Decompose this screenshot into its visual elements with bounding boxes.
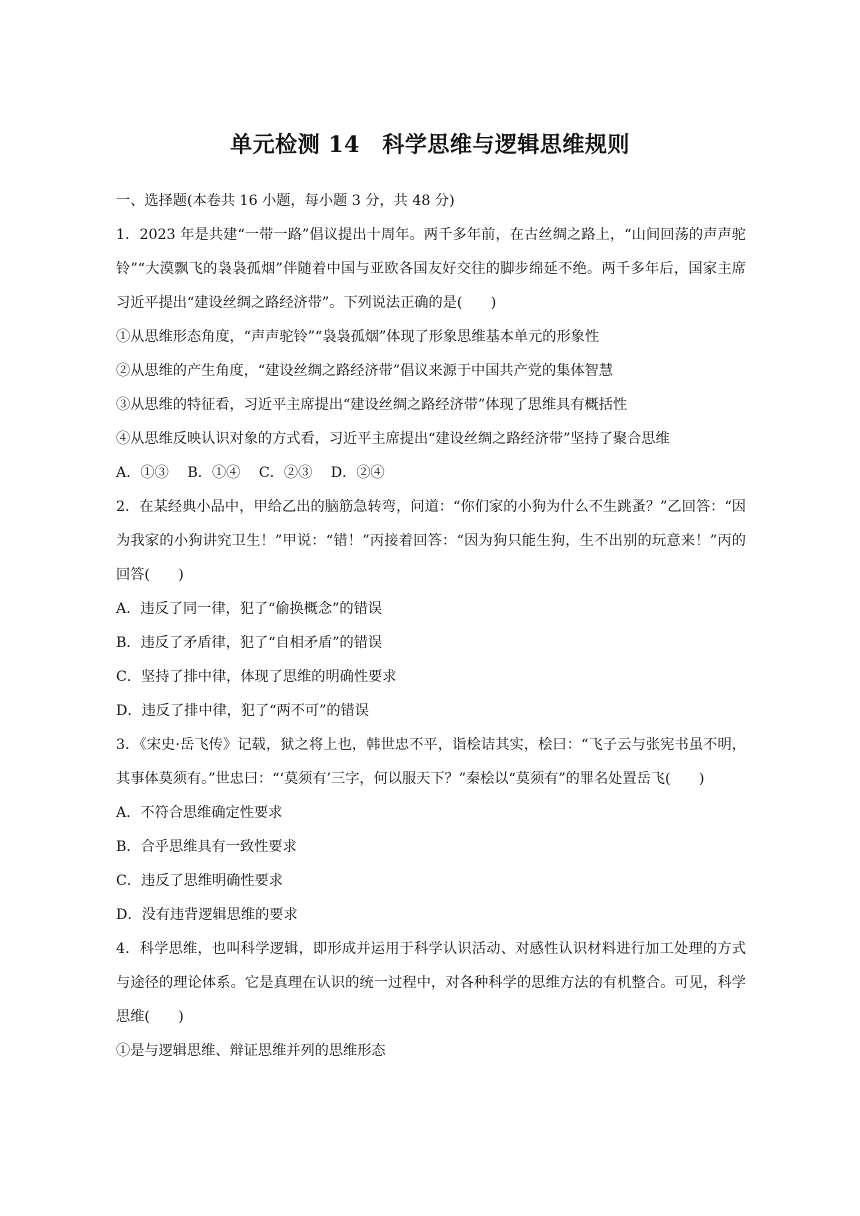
question-1-item: ④从思维反映认识对象的方式看，习近平主席提出“建设丝绸之路经济带”坚持了聚合思维 xyxy=(116,431,670,447)
option-d[interactable]: D．②④ xyxy=(330,465,385,481)
option-a[interactable]: A．违反了同一律，犯了“偷换概念”的错误 xyxy=(116,601,382,617)
option-c[interactable]: C．违反了思维明确性要求 xyxy=(116,873,283,889)
question-1-options xyxy=(116,456,746,490)
option-c[interactable]: C．②③ xyxy=(258,465,313,481)
option-c[interactable]: C．坚持了排中律，体现了思维的明确性要求 xyxy=(116,669,397,685)
question-body xyxy=(116,184,746,1068)
option-a[interactable]: A．①③ xyxy=(116,465,169,481)
option-d[interactable]: D．违反了排中律，犯了“两不可”的错误 xyxy=(116,703,369,719)
question-1-item: ①从思维形态角度，“声声驼铃”“袅袅孤烟”体现了形象思维基本单元的形象性 xyxy=(116,329,600,345)
question-1-stem: 1．2023 年是共建“一带一路”倡议提出十周年。两千多年前，在古丝绸之路上，“山间回荡的声声驼铃”“大漠飘飞的袅袅孤烟”伴随着中国与亚欧各国友好交往的脚步绵延不绝。两千多年后，国家主席习近平提出“建设丝绸之路经济带”。下列说法正确的是( ) xyxy=(116,227,746,311)
option-b[interactable]: B．①④ xyxy=(187,465,241,481)
question-2-stem: 2．在某经典小品中，甲给乙出的脑筋急转弯，问道：“你们家的小狗为什么不生跳蚤？”乙回答：“因为我家的小狗讲究卫生！”甲说：“错！”丙接着回答：“因为狗只能生狗，生不出别的玩意来！”丙的回答( ) xyxy=(116,499,746,583)
option-d[interactable]: D．没有违背逻辑思维的要求 xyxy=(116,907,298,923)
section-heading: 一、选择题(本卷共 16 小题，每小题 3 分，共 48 分) xyxy=(116,193,455,209)
question-4-item: ①是与逻辑思维、辩证思维并列的思维形态 xyxy=(116,1043,386,1059)
option-a[interactable]: A．不符合思维确定性要求 xyxy=(116,805,283,821)
question-4-stem: 4．科学思维，也叫科学逻辑，即形成并运用于科学认识活动、对感性认识材料进行加工处理的方式与途径的理论体系。它是真理在认识的统一过程中，对各种科学的思维方法的有机整合。可见，科学思维( ) xyxy=(116,941,746,1025)
question-3-stem: 3．《宋史·岳飞传》记载，狱之将上也，韩世忠不平，诣桧诘其实，桧曰：“飞子云与张宪书虽不明，其事体莫须有。”世忠曰：“‘莫须有’三字，何以服天下？”秦桧以“莫须有”的罪名处置岳飞( ) xyxy=(116,737,746,787)
page-title: 单元检测 14 科学思维与逻辑思维规则 xyxy=(230,132,630,158)
option-b[interactable]: B．违反了矛盾律，犯了“自相矛盾”的错误 xyxy=(116,635,383,651)
question-1-item: ②从思维的产生角度，“建设丝绸之路经济带”倡议来源于中国共产党的集体智慧 xyxy=(116,363,613,379)
question-1-item: ③从思维的特征看，习近平主席提出“建设丝绸之路经济带”体现了思维具有概括性 xyxy=(116,397,628,413)
option-b[interactable]: B．合乎思维具有一致性要求 xyxy=(116,839,297,855)
